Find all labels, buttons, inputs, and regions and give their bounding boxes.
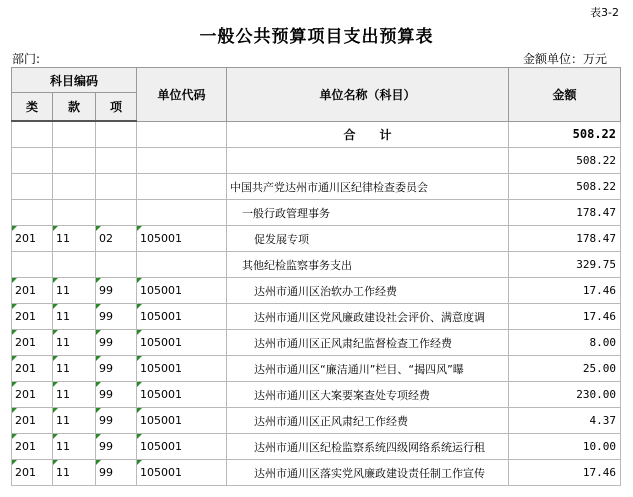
cell-amount[interactable]: 17.46 [509,278,621,304]
cell-item[interactable]: 99 [96,460,137,486]
cell-unit-name[interactable]: 达州市通川区落实党风廉政建设责任制工作宣传 [227,460,509,486]
table-row[interactable] [12,174,621,200]
cell-amount[interactable]: 25.00 [509,356,621,382]
cell-amount[interactable]: 10.00 [509,434,621,460]
cell-section[interactable]: 11 [53,304,96,330]
table-row[interactable] [12,226,621,252]
total-label[interactable]: 合 计 [227,121,509,148]
page-title: 一般公共预算项目支出预算表 [199,27,434,47]
cell-unit-name[interactable]: 中国共产党达州市通川区纪律检查委员会 [227,174,509,200]
cell-class[interactable]: 201 [12,226,53,252]
cell-section[interactable]: 11 [53,330,96,356]
cell-unit-code[interactable]: 105001 [137,278,227,304]
cell-section[interactable]: 11 [53,460,96,486]
cell-class[interactable] [12,174,53,200]
cell-unit-name[interactable]: 达州市通川区正风肃纪工作经费 [227,408,509,434]
cell-amount[interactable]: 17.46 [509,304,621,330]
cell-section[interactable]: 11 [53,382,96,408]
cell-unit-code[interactable] [137,148,227,174]
department-label: 部门: [12,52,41,66]
cell-amount[interactable]: 178.47 [509,226,621,252]
table-row[interactable] [12,460,621,486]
cell-unit-name[interactable]: 达州市通川区治软办工作经费 [227,278,509,304]
cell-unit-name[interactable]: 其他纪检监察事务支出 [227,252,509,278]
header-subject-code: 科目编码 [12,68,137,93]
cell-section[interactable]: 11 [53,226,96,252]
table-row[interactable] [12,330,621,356]
cell-unit-code[interactable]: 105001 [137,330,227,356]
table-row[interactable] [12,252,621,278]
cell-section[interactable]: 11 [53,408,96,434]
cell-item[interactable]: 99 [96,434,137,460]
header-unit-code: 单位代码 [137,68,227,122]
table-header [12,68,621,122]
cell-unit-code[interactable] [137,252,227,278]
cell-item[interactable]: 99 [96,356,137,382]
table-row[interactable] [12,382,621,408]
cell-class[interactable] [12,121,53,148]
cell-unit-code[interactable]: 105001 [137,408,227,434]
cell-section[interactable]: 11 [53,434,96,460]
cell-section[interactable] [53,200,96,226]
table-row[interactable] [12,304,621,330]
cell-unit-name[interactable]: 达州市通川区“廉洁通川”栏目、“揭四风”曝 [227,356,509,382]
cell-amount[interactable]: 230.00 [509,382,621,408]
cell-item[interactable] [96,174,137,200]
cell-unit-name[interactable] [227,148,509,174]
cell-item[interactable]: 99 [96,330,137,356]
cell-section[interactable] [53,148,96,174]
table-row[interactable] [12,200,621,226]
cell-class[interactable] [12,200,53,226]
cell-amount[interactable]: 17.46 [509,460,621,486]
cell-item[interactable]: 99 [96,382,137,408]
table-row[interactable] [12,148,621,174]
cell-unit-code[interactable] [137,174,227,200]
cell-class[interactable]: 201 [12,356,53,382]
cell-unit-code[interactable]: 105001 [137,434,227,460]
cell-item[interactable]: 99 [96,304,137,330]
cell-item[interactable] [96,121,137,148]
cell-amount[interactable]: 508.22 [509,174,621,200]
table-row[interactable] [12,408,621,434]
cell-item[interactable] [96,252,137,278]
cell-class[interactable]: 201 [12,408,53,434]
sheet-id: 表3-2 [590,6,619,19]
budget-table [11,67,621,486]
amount-unit-label: 金额单位：万元 [522,52,607,66]
cell-class[interactable]: 201 [12,382,53,408]
cell-unit-name[interactable]: 达州市通川区大案要案查处专项经费 [227,382,509,408]
cell-unit-name[interactable]: 达州市通川区正风肃纪监督检查工作经费 [227,330,509,356]
total-amount[interactable]: 508.22 [509,121,621,148]
cell-item[interactable] [96,148,137,174]
cell-class[interactable]: 201 [12,330,53,356]
total-row[interactable] [12,121,621,148]
header-section: 款 [53,93,96,122]
cell-item[interactable]: 99 [96,408,137,434]
header-class: 类 [12,93,53,122]
table-row[interactable] [12,278,621,304]
cell-unit-name[interactable]: 达州市通川区纪检监察系统四级网络系统运行租 [227,434,509,460]
header-item: 项 [96,93,137,122]
cell-unit-code[interactable]: 105001 [137,226,227,252]
cell-item[interactable]: 02 [96,226,137,252]
header-amount: 金额 [509,68,621,122]
cell-class[interactable]: 201 [12,278,53,304]
cell-section[interactable]: 11 [53,278,96,304]
cell-unit-code[interactable]: 105001 [137,382,227,408]
cell-amount[interactable]: 508.22 [509,148,621,174]
cell-class[interactable]: 201 [12,434,53,460]
cell-section[interactable] [53,121,96,148]
cell-amount[interactable]: 4.37 [509,408,621,434]
cell-class[interactable]: 201 [12,460,53,486]
cell-class[interactable]: 201 [12,304,53,330]
cell-amount[interactable]: 178.47 [509,200,621,226]
cell-item[interactable] [96,200,137,226]
cell-amount[interactable]: 329.75 [509,252,621,278]
cell-amount[interactable]: 8.00 [509,330,621,356]
table-row[interactable] [12,356,621,382]
cell-unit-name[interactable]: 一般行政管理事务 [227,200,509,226]
table-row[interactable] [12,434,621,460]
cell-unit-code[interactable] [137,200,227,226]
cell-unit-code[interactable]: 105001 [137,304,227,330]
cell-unit-code[interactable]: 105001 [137,356,227,382]
cell-section[interactable]: 11 [53,356,96,382]
header-unit-name: 单位名称（科目） [227,68,509,122]
cell-section[interactable] [53,174,96,200]
cell-section[interactable] [53,252,96,278]
cell-class[interactable] [12,148,53,174]
cell-unit-name[interactable]: 促发展专项 [227,226,509,252]
cell-unit-name[interactable]: 达州市通川区党风廉政建设社会评价、满意度调 [227,304,509,330]
cell-item[interactable]: 99 [96,278,137,304]
cell-unit-code[interactable]: 105001 [137,460,227,486]
cell-class[interactable] [12,252,53,278]
table-body [12,121,621,486]
cell-unit-code[interactable] [137,121,227,148]
